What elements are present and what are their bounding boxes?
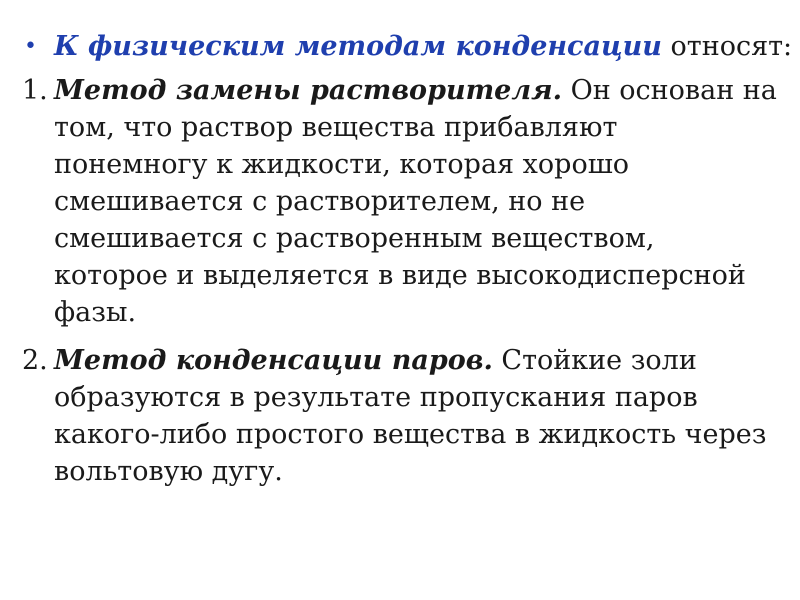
item-2-body <box>54 342 778 490</box>
item-2-line-2: образуются в результате пропускания паров <box>54 382 698 413</box>
item-1-line-6: которое и выделяется в виде высокодисперсной <box>54 260 746 291</box>
item-1-line-4: смешивается с растворителем, но не <box>54 186 586 217</box>
item-1-body <box>54 72 778 331</box>
intro-emphasis: К физическим методам конденсации <box>54 31 662 62</box>
intro-text <box>54 28 793 65</box>
item-2-line-1 <box>54 342 778 379</box>
item-2-line-4: вольтовую дугу. <box>54 456 283 487</box>
item-2-term: Метод конденсации паров. <box>54 345 493 376</box>
item-1-term: Метод замены растворителя. <box>54 75 562 106</box>
item-1-line-7: фазы. <box>54 297 137 328</box>
item-2-number: 2. <box>22 345 48 376</box>
intro-rest: относят: <box>661 31 793 62</box>
item-1-line-3: понемногу к жидкости, которая хорошо <box>54 149 630 180</box>
item-2-first-rest: Стойкие золи <box>492 345 697 376</box>
item-1-number: 1. <box>22 75 48 106</box>
item-1-first-rest: Он основан на <box>561 75 777 106</box>
bullet-marker: • <box>24 34 37 59</box>
item-1-line-5: смешивается с растворенным веществом, <box>54 223 655 254</box>
item-1-line-1 <box>54 72 778 109</box>
item-2-line-3: какого-либо простого вещества в жидкость через <box>54 419 767 450</box>
item-1-line-2: том, что раствор вещества прибавляют <box>54 112 618 143</box>
